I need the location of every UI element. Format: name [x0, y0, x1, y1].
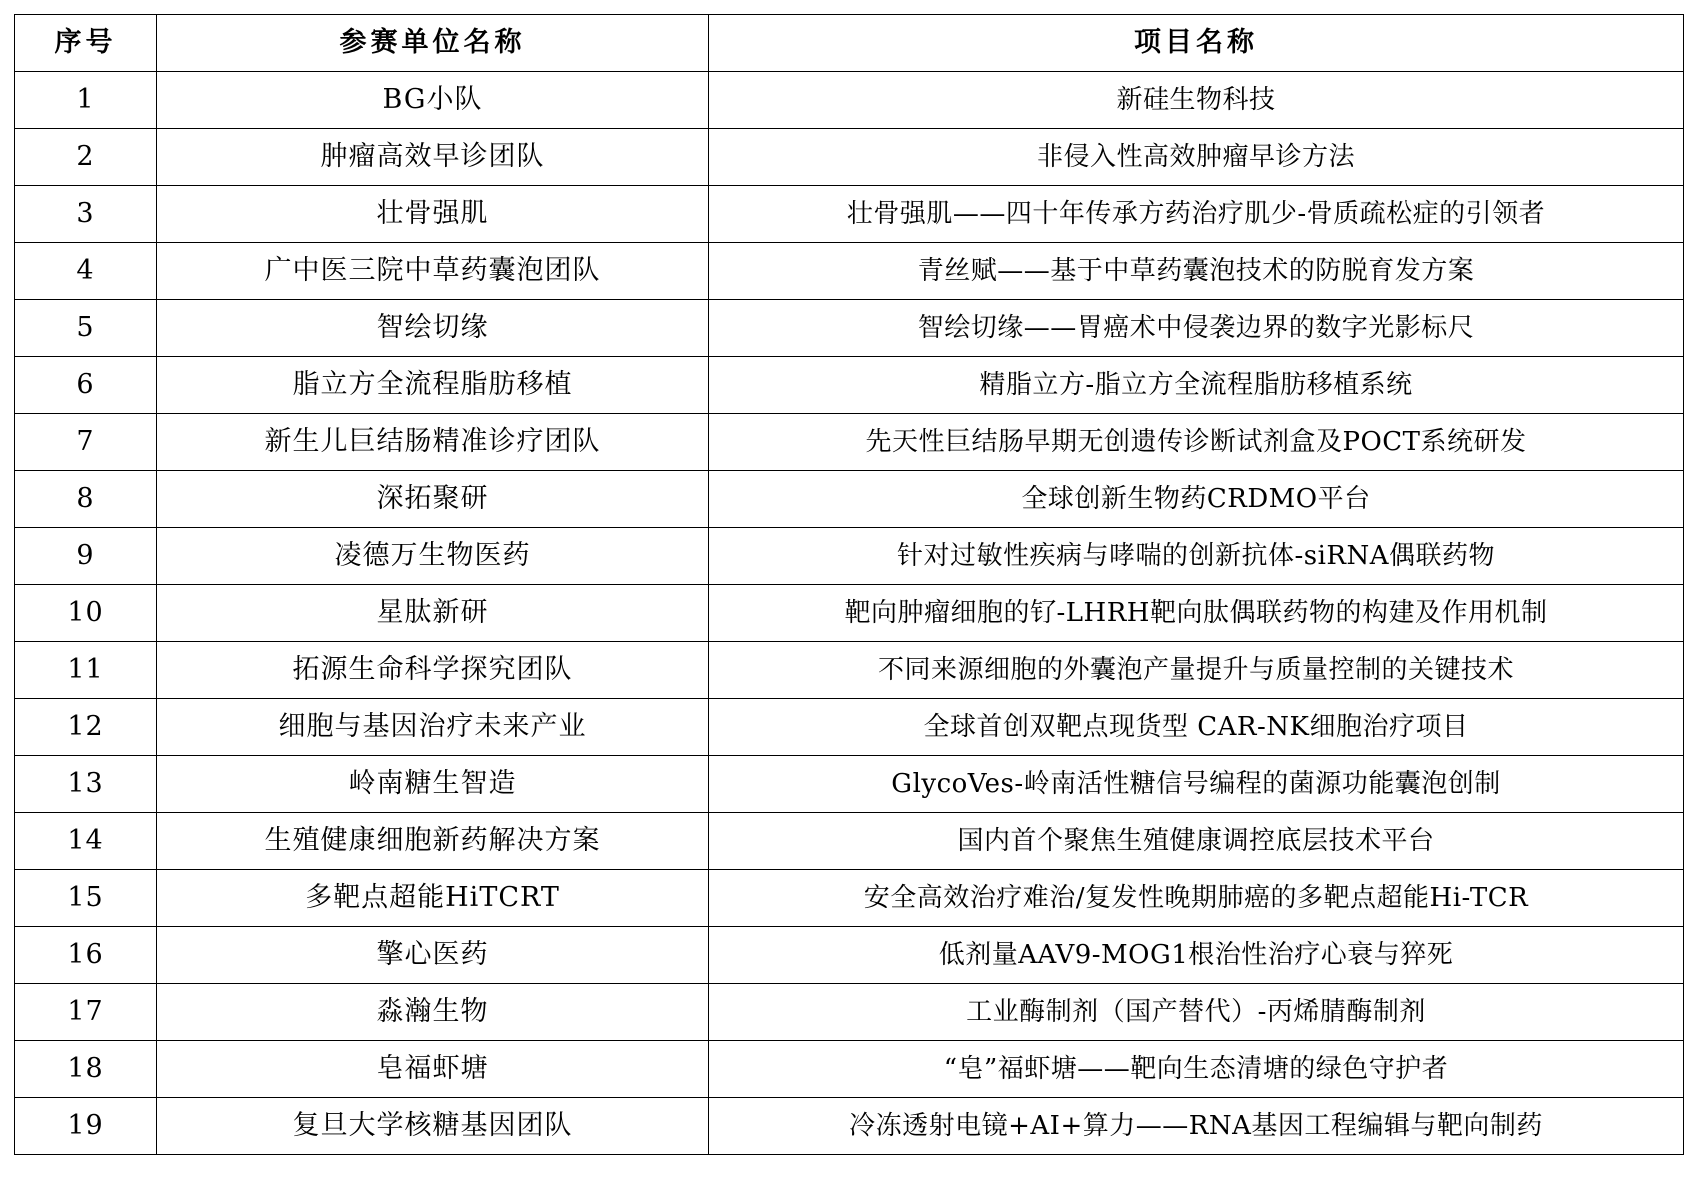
cell-serial-number: 10 [15, 585, 157, 642]
cell-project-name: 不同来源细胞的外囊泡产量提升与质量控制的关键技术 [709, 642, 1684, 699]
table-header-row [15, 15, 1684, 72]
table-row [15, 984, 1684, 1041]
cell-team-name: BG小队 [157, 72, 709, 129]
table-row [15, 585, 1684, 642]
cell-project-name: 全球首创双靶点现货型 CAR-NK细胞治疗项目 [709, 699, 1684, 756]
cell-team-name: 多靶点超能HiTCRT [157, 870, 709, 927]
cell-serial-number: 6 [15, 357, 157, 414]
cell-project-name: GlycoVes-岭南活性糖信号编程的菌源功能囊泡创制 [709, 756, 1684, 813]
cell-serial-number: 9 [15, 528, 157, 585]
table-row [15, 756, 1684, 813]
table-row [15, 300, 1684, 357]
cell-team-name: 智绘切缘 [157, 300, 709, 357]
cell-team-name: 星肽新研 [157, 585, 709, 642]
cell-serial-number: 1 [15, 72, 157, 129]
cell-project-name: 新硅生物科技 [709, 72, 1684, 129]
cell-team-name: 复旦大学核糖基因团队 [157, 1098, 709, 1155]
cell-project-name: 工业酶制剂（国产替代）-丙烯腈酶制剂 [709, 984, 1684, 1041]
cell-team-name: 皂福虾塘 [157, 1041, 709, 1098]
cell-project-name: 青丝赋——基于中草药囊泡技术的防脱育发方案 [709, 243, 1684, 300]
table-row [15, 1041, 1684, 1098]
cell-team-name: 新生儿巨结肠精准诊疗团队 [157, 414, 709, 471]
table-row [15, 72, 1684, 129]
cell-team-name: 淼瀚生物 [157, 984, 709, 1041]
cell-project-name: 安全高效治疗难治/复发性晚期肺癌的多靶点超能Hi-TCR [709, 870, 1684, 927]
cell-serial-number: 5 [15, 300, 157, 357]
cell-team-name: 细胞与基因治疗未来产业 [157, 699, 709, 756]
cell-serial-number: 16 [15, 927, 157, 984]
cell-serial-number: 18 [15, 1041, 157, 1098]
table-row [15, 414, 1684, 471]
table-row [15, 528, 1684, 585]
cell-serial-number: 4 [15, 243, 157, 300]
cell-team-name: 岭南糖生智造 [157, 756, 709, 813]
cell-team-name: 生殖健康细胞新药解决方案 [157, 813, 709, 870]
cell-project-name: 先天性巨结肠早期无创遗传诊断试剂盒及POCT系统研发 [709, 414, 1684, 471]
table-row [15, 1098, 1684, 1155]
project-roster-table [14, 14, 1684, 1155]
cell-project-name: 国内首个聚焦生殖健康调控底层技术平台 [709, 813, 1684, 870]
cell-serial-number: 17 [15, 984, 157, 1041]
cell-team-name: 肿瘤高效早诊团队 [157, 129, 709, 186]
cell-serial-number: 15 [15, 870, 157, 927]
cell-project-name: 低剂量AAV9-MOG1根治性治疗心衰与猝死 [709, 927, 1684, 984]
cell-serial-number: 19 [15, 1098, 157, 1155]
cell-project-name: 全球创新生物药CRDMO平台 [709, 471, 1684, 528]
cell-serial-number: 13 [15, 756, 157, 813]
table-row [15, 243, 1684, 300]
table-row [15, 129, 1684, 186]
cell-project-name: 精脂立方-脂立方全流程脂肪移植系统 [709, 357, 1684, 414]
cell-serial-number: 7 [15, 414, 157, 471]
cell-team-name: 深拓聚研 [157, 471, 709, 528]
cell-team-name: 凌德万生物医药 [157, 528, 709, 585]
cell-serial-number: 12 [15, 699, 157, 756]
cell-team-name: 擎心医药 [157, 927, 709, 984]
table-row [15, 927, 1684, 984]
table-row [15, 870, 1684, 927]
header-team-name: 参赛单位名称 [157, 15, 709, 72]
cell-team-name: 壮骨强肌 [157, 186, 709, 243]
cell-project-name: “皂”福虾塘——靶向生态清塘的绿色守护者 [709, 1041, 1684, 1098]
cell-project-name: 智绘切缘——胃癌术中侵袭边界的数字光影标尺 [709, 300, 1684, 357]
table-row [15, 642, 1684, 699]
cell-serial-number: 14 [15, 813, 157, 870]
table-row [15, 471, 1684, 528]
cell-project-name: 壮骨强肌——四十年传承方药治疗肌少-骨质疏松症的引领者 [709, 186, 1684, 243]
cell-project-name: 针对过敏性疾病与哮喘的创新抗体-siRNA偶联药物 [709, 528, 1684, 585]
cell-serial-number: 11 [15, 642, 157, 699]
cell-project-name: 非侵入性高效肿瘤早诊方法 [709, 129, 1684, 186]
cell-team-name: 广中医三院中草药囊泡团队 [157, 243, 709, 300]
header-serial-number: 序号 [15, 15, 157, 72]
cell-serial-number: 8 [15, 471, 157, 528]
table-row [15, 813, 1684, 870]
table-row [15, 699, 1684, 756]
table-row [15, 357, 1684, 414]
table-row [15, 186, 1684, 243]
cell-project-name: 靶向肿瘤细胞的钌-LHRH靶向肽偶联药物的构建及作用机制 [709, 585, 1684, 642]
header-project-name: 项目名称 [709, 15, 1684, 72]
cell-serial-number: 2 [15, 129, 157, 186]
cell-project-name: 冷冻透射电镜+AI+算力——RNA基因工程编辑与靶向制药 [709, 1098, 1684, 1155]
cell-serial-number: 3 [15, 186, 157, 243]
cell-team-name: 拓源生命科学探究团队 [157, 642, 709, 699]
cell-team-name: 脂立方全流程脂肪移植 [157, 357, 709, 414]
